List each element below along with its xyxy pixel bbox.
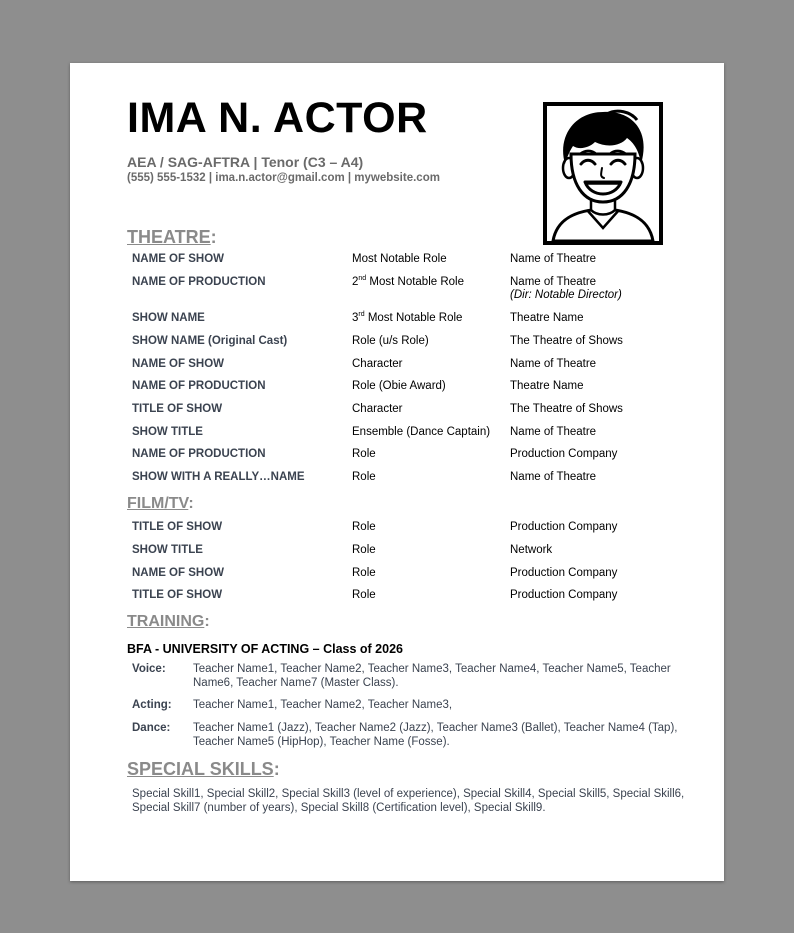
venue: Production Company — [510, 589, 618, 601]
venue: Name of Theatre — [510, 426, 597, 438]
show-title: SHOW NAME (Original Cast) — [132, 335, 288, 347]
degree-line: BFA - UNIVERSITY OF ACTING – Class of 2026 — [127, 642, 403, 656]
show-title: TITLE OF SHOW — [132, 521, 223, 533]
role: Character — [352, 403, 403, 415]
headshot-illustration — [543, 102, 663, 245]
role: 2nd Most Notable Role — [352, 275, 464, 288]
venue: Theatre Name — [510, 312, 584, 324]
training-teachers: Teacher Name1 (Jazz), Teacher Name2 (Jazz), Teacher Name3 (Ballet), Teacher Name4 (Tap), Teacher Name5 (HipHop), Teacher Name (Fosse). — [193, 722, 678, 748]
union-voice-line: AEA / SAG-AFTRA | Tenor (C3 – A4) — [127, 154, 364, 170]
training-label: Acting: — [132, 699, 172, 711]
training-label: Dance: — [132, 722, 171, 734]
contact-line: (555) 555-1532 | ima.n.actor@gmail.com | mywebsite.com — [127, 172, 440, 184]
role: Role — [352, 567, 376, 579]
training-teachers: Teacher Name1, Teacher Name2, Teacher Name3, — [193, 699, 453, 711]
venue: Name of Theatre — [510, 253, 597, 265]
actor-name: IMA N. ACTOR — [127, 94, 428, 142]
venue: The Theatre of Shows — [510, 403, 623, 415]
role: Role (Obie Award) — [352, 380, 446, 392]
role: Role (u/s Role) — [352, 335, 429, 347]
venue: Name of Theatre (Dir: Notable Director) — [510, 276, 622, 301]
show-title: NAME OF PRODUCTION — [132, 380, 266, 392]
venue: Production Company — [510, 567, 618, 579]
venue: The Theatre of Shows — [510, 335, 623, 347]
show-title: NAME OF PRODUCTION — [132, 276, 266, 288]
training-section-title: TRAINING: — [127, 613, 210, 630]
training-label: Voice: — [132, 663, 166, 675]
show-title: NAME OF SHOW — [132, 253, 224, 265]
venue: Name of Theatre — [510, 471, 597, 483]
special-skills-section-title: SPECIAL SKILLS: — [127, 759, 280, 779]
director: (Dir: Notable Director) — [510, 289, 622, 301]
venue: Production Company — [510, 448, 618, 460]
show-title: NAME OF PRODUCTION — [132, 448, 266, 460]
role: Role — [352, 544, 376, 556]
training-teachers: Teacher Name1, Teacher Name2, Teacher Name3, Teacher Name4, Teacher Name5, Teacher Name6, Teacher Name7 (Master Class). — [193, 663, 671, 689]
show-title: SHOW TITLE — [132, 544, 203, 556]
show-title: SHOW NAME — [132, 312, 205, 324]
role: Ensemble (Dance Captain) — [352, 426, 491, 438]
theatre-section-title: THEATRE: — [127, 227, 217, 247]
role: Role — [352, 589, 376, 601]
role: 3rd Most Notable Role — [352, 311, 463, 324]
role: Role — [352, 521, 376, 533]
role: Most Notable Role — [352, 253, 447, 265]
show-title: SHOW WITH A REALLY…NAME — [132, 471, 305, 483]
role: Role — [352, 471, 376, 483]
show-title: TITLE OF SHOW — [132, 589, 223, 601]
venue: Name of Theatre — [510, 358, 597, 370]
venue: Network — [510, 544, 553, 556]
show-title: NAME OF SHOW — [132, 358, 224, 370]
venue: Production Company — [510, 521, 618, 533]
role: Character — [352, 358, 403, 370]
resume-page — [70, 63, 724, 881]
venue: Theatre Name — [510, 380, 584, 392]
show-title: NAME OF SHOW — [132, 567, 224, 579]
show-title: SHOW TITLE — [132, 426, 203, 438]
film-tv-section-title: FILM/TV: — [127, 495, 194, 512]
role: Role — [352, 448, 376, 460]
special-skills-text: Special Skill1, Special Skill2, Special Skill3 (level of experience), Special Skill4, Special Skill5, Special Skill6, Special Skill7 (number of years), Special Skill8 (Certification level), Special Skill9. — [132, 788, 685, 814]
show-title: TITLE OF SHOW — [132, 403, 223, 415]
